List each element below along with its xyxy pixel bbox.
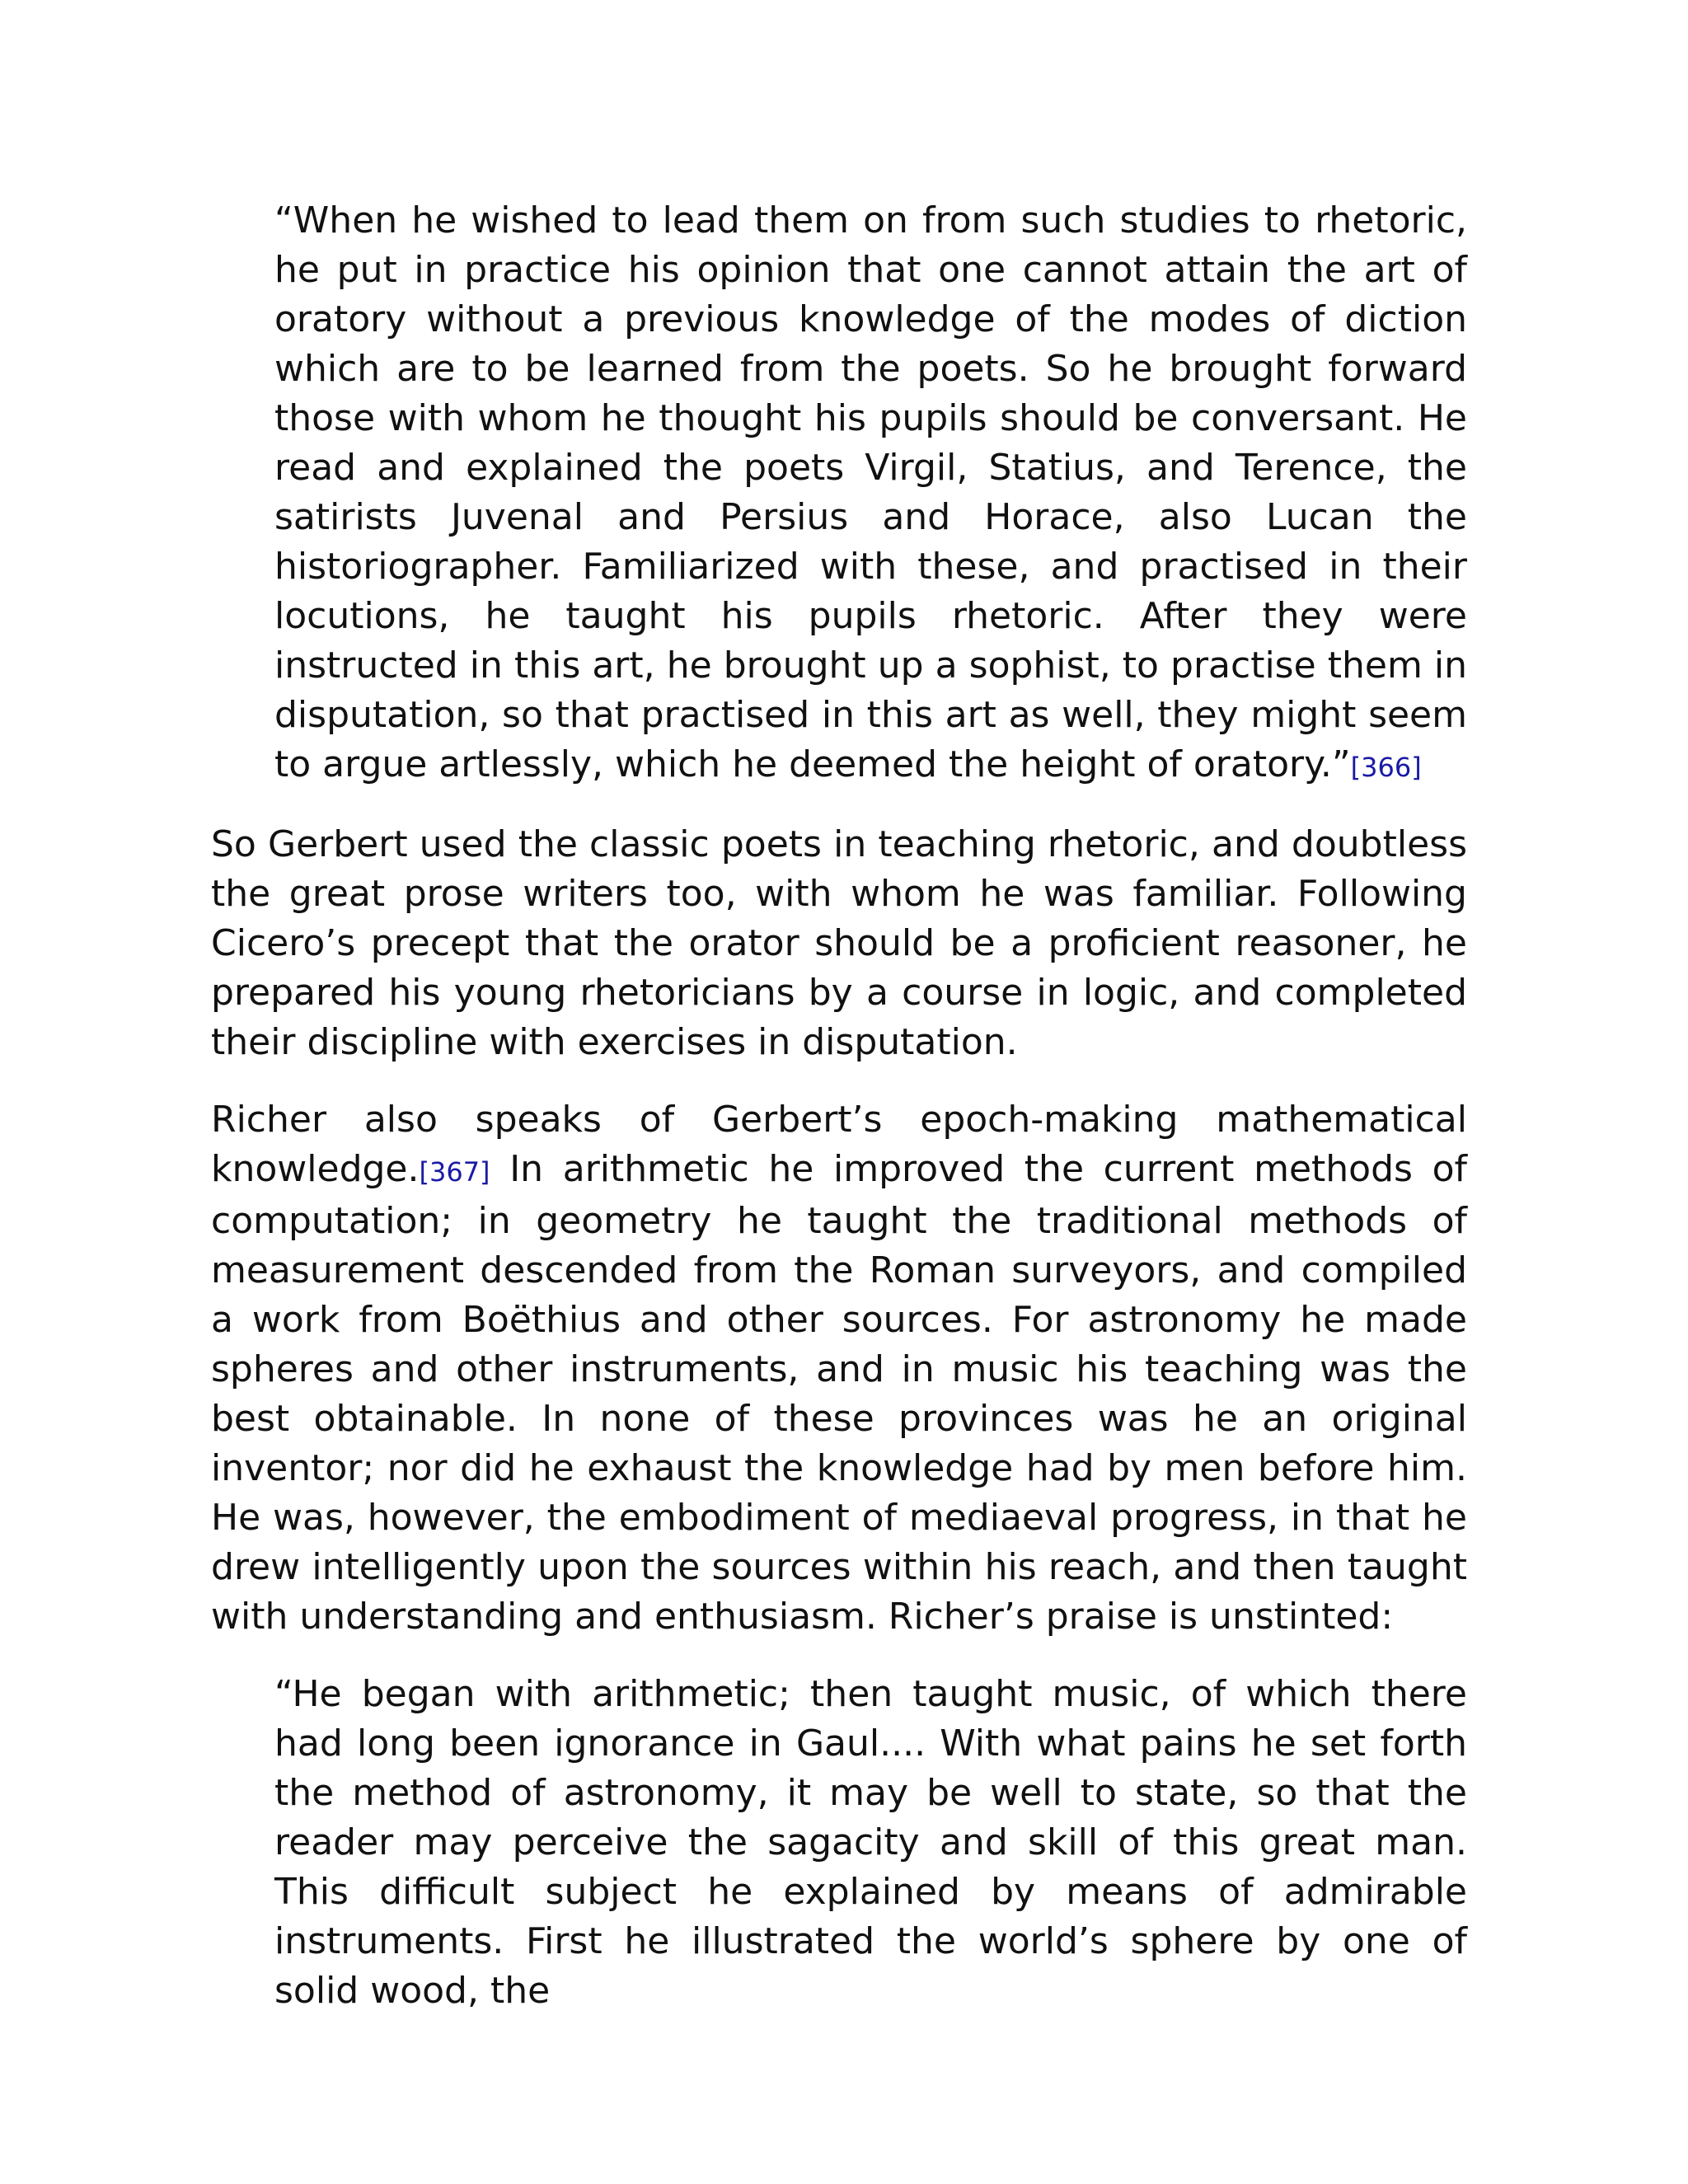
block-quote-arithmetic — [274, 1670, 1467, 2016]
quote-text: “He began with arithmetic; then taught music, of which there had long been ignorance in Gaul.... With what pains he set forth the method of astronomy, it may be well to state, so that the reader may perceive the sagacity and skill of this great man. This difficult subject he explained by means of admirable instruments. First he illustrated the world’s sphere by one of solid wood, the — [274, 1673, 1467, 2012]
footnote-link-366[interactable]: [366] — [1350, 752, 1422, 783]
paragraph-text: So Gerbert used the classic poets in teaching rhetoric, and doubtless the great prose writers too, with whom he was familiar. Following Cicero’s precept that the orator should be a proficient reasoner, he prepared his young rhetoricians by a course in logic, and completed their discipline with exercises in disputation. — [211, 823, 1467, 1063]
footnote-link-367[interactable]: [367] — [419, 1156, 490, 1188]
paragraph-gerbert-rhetoric — [211, 820, 1467, 1067]
block-quote-rhetoric — [274, 196, 1467, 792]
paragraph-mathematics — [211, 1095, 1467, 1642]
paragraph-text-before: Richer also speaks of Gerbert’s epoch-making mathematical knowledge. — [211, 1099, 1467, 1190]
quote-text: “When he wished to lead them on from such studies to rhetoric, he put in practice his opinion that one cannot attain the art of oratory without a previous knowledge of the modes of diction which are to be learned from the poets. So he brought forward those with whom he thought his pupils should be conversant. He read and explained the poets Virgil, Statius, and Terence, the satirists Juvenal and Persius and Horace, also Lucan the historiographer. Familiarized with these, and practised in their locutions, he taught his pupils rhetoric. After they were instructed in this art, he brought up a sophist, to practise them in disputation, so that practised in this art as well, they might seem to argue artlessly, which he deemed the height of oratory.” — [274, 199, 1467, 785]
page-content — [211, 196, 1467, 2044]
paragraph-text-after: In arithmetic he improved the current methods of computation; in geometry he taught the traditional methods of measurement descended from the Roman surveyors, and compiled a work from Boëthius and other sources. For astronomy he made spheres and other instruments, and in music his teaching was the best obtainable. In none of these provinces was he an original inventor; nor did he exhaust the knowledge had by men before him. He was, however, the embodiment of mediaeval progress, in that he drew intelligently upon the sources within his reach, and then taught with understanding and enthusiasm. Richer’s praise is unstinted: — [211, 1148, 1467, 1638]
